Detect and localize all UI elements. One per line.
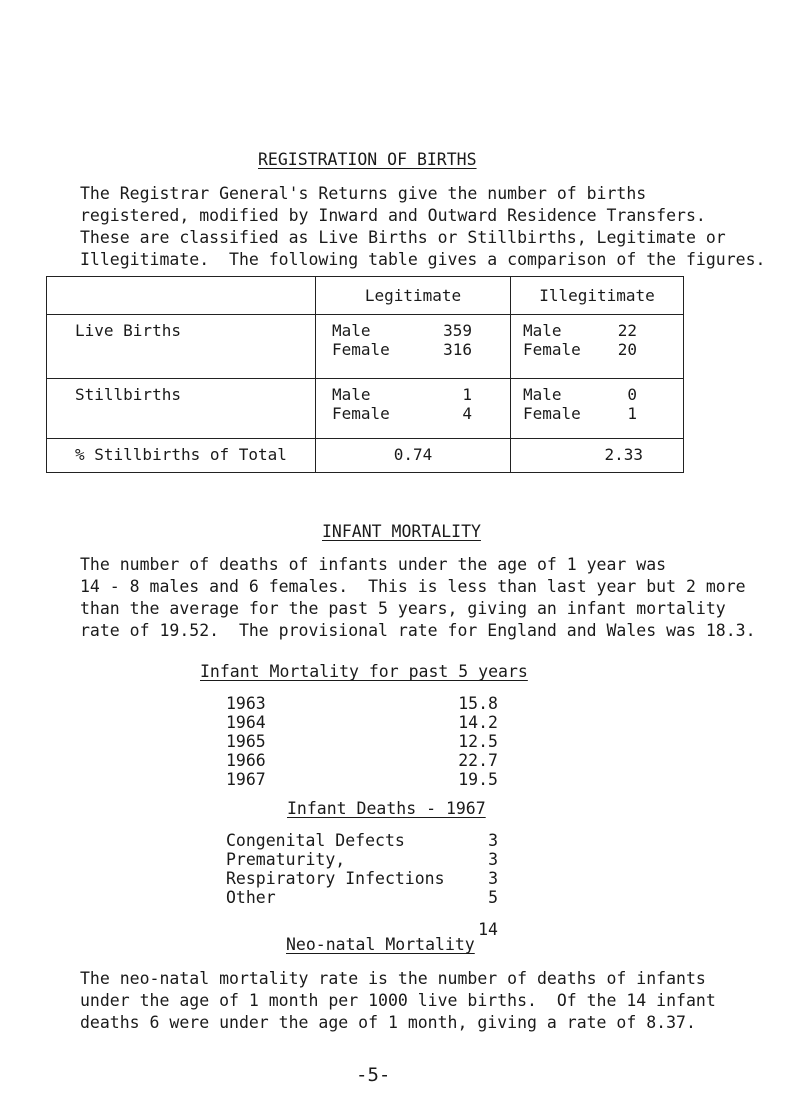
sex-label: Female [523, 340, 581, 359]
count: 3 [488, 869, 498, 888]
count-value: 359 [443, 321, 472, 340]
year: 1966 [226, 751, 266, 770]
count: 3 [488, 850, 498, 869]
births-table [46, 276, 684, 473]
page-title: REGISTRATION OF BIRTHS [258, 150, 477, 169]
count-value: 316 [443, 340, 472, 359]
table-row [226, 770, 498, 789]
legit-total: 0.74 [316, 439, 511, 473]
count: 3 [488, 831, 498, 850]
cause: Congenital Defects [226, 831, 405, 850]
count-value: 4 [462, 404, 472, 423]
year: 1964 [226, 713, 266, 732]
sex-label: Male [523, 321, 562, 340]
table-header-row [47, 277, 684, 315]
infant-paragraph [80, 554, 780, 642]
infant-mortality-heading: INFANT MORTALITY [322, 522, 481, 541]
cause: Respiratory Infections [226, 869, 445, 888]
table-row [47, 379, 684, 439]
sex-label: Male [332, 321, 371, 340]
table-row [226, 850, 498, 869]
neonatal-heading: Neo-natal Mortality [286, 935, 475, 954]
illegit-cell [511, 315, 684, 379]
table-row [226, 831, 498, 850]
year: 1963 [226, 694, 266, 713]
table-row [226, 751, 498, 770]
deaths-table [226, 831, 498, 939]
infant-line: rate of 19.52. The provisional rate for England and Wales was 18.3. [80, 621, 756, 640]
count-value: 1 [462, 385, 472, 404]
count-value: 0 [627, 385, 637, 404]
intro-line: The Registrar General's Returns give the number of births [80, 184, 647, 203]
neonatal-line: The neo-natal mortality rate is the number of deaths of infants [80, 969, 706, 988]
rate: 14.2 [458, 713, 498, 732]
header-illegitimate: Illegitimate [511, 277, 684, 315]
illegit-total: 2.33 [511, 439, 684, 473]
year: 1965 [226, 732, 266, 751]
legit-cell [316, 315, 511, 379]
infant-line: The number of deaths of infants under the age of 1 year was [80, 555, 667, 574]
header-blank [47, 277, 316, 315]
rate: 19.5 [458, 770, 498, 789]
imr-heading: Infant Mortality for past 5 years [200, 662, 528, 681]
intro-line: registered, modified by Inward and Outward Residence Transfers. [80, 206, 706, 225]
neonatal-line: deaths 6 were under the age of 1 month, giving a rate of 8.37. [80, 1013, 696, 1032]
sex-label: Male [523, 385, 562, 404]
header-legitimate: Legitimate [316, 277, 511, 315]
rate: 12.5 [458, 732, 498, 751]
table-row [226, 713, 498, 732]
count-value: 20 [617, 340, 637, 359]
intro-paragraph [80, 183, 780, 271]
rate: 15.8 [458, 694, 498, 713]
table-row [47, 439, 684, 473]
illegit-cell [511, 379, 684, 439]
sex-label: Female [523, 404, 581, 423]
row-label: Live Births [47, 315, 316, 379]
table-row [226, 732, 498, 751]
intro-line: These are classified as Live Births or Stillbirths, Legitimate or [80, 228, 726, 247]
neonatal-paragraph [80, 968, 780, 1034]
intro-line: Illegitimate. The following table gives a comparison of the figures. [80, 250, 766, 269]
rate: 22.7 [458, 751, 498, 770]
imr-table [226, 694, 498, 789]
sex-label: Female [332, 340, 390, 359]
count-value: 1 [627, 404, 637, 423]
row-label: Stillbirths [47, 379, 316, 439]
table-row [226, 694, 498, 713]
sex-label: Female [332, 404, 390, 423]
row-label: % Stillbirths of Total [47, 439, 316, 473]
deaths-total: 14 [478, 920, 498, 939]
cause: Other [226, 888, 276, 907]
count-value: 22 [617, 321, 637, 340]
sex-label: Male [332, 385, 371, 404]
count: 5 [488, 888, 498, 907]
table-row [226, 869, 498, 888]
infant-line: 14 - 8 males and 6 females. This is less than last year but 2 more [80, 577, 746, 596]
deaths-heading: Infant Deaths - 1967 [287, 799, 486, 818]
year: 1967 [226, 770, 266, 789]
infant-line: than the average for the past 5 years, giving an infant mortality [80, 599, 726, 618]
table-row [226, 888, 498, 907]
page-number: -5- [356, 1064, 391, 1086]
table-row [47, 315, 684, 379]
neonatal-line: under the age of 1 month per 1000 live births. Of the 14 infant [80, 991, 716, 1010]
cause: Prematurity, [226, 850, 346, 869]
legit-cell [316, 379, 511, 439]
